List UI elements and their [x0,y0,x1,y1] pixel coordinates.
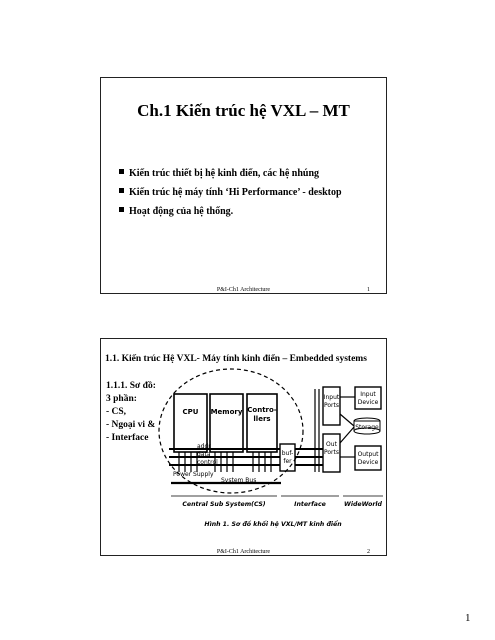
body-line: - Ngoại vi & [106,420,156,430]
slide-2 [100,338,387,556]
input-ports-label-1: Input [323,394,340,401]
bullet-icon [119,188,124,193]
slide-1-title: Ch.1 Kiến trúc hệ VXL – MT [137,101,350,120]
body-line: 1.1.1. Sơ đồ: [106,381,156,391]
bullet-item: Kiến trúc hệ máy tính ‘Hi Performance’ - desktop [119,183,342,202]
slide-2-body [106,380,156,445]
input-ports-label-2: Ports [323,402,340,409]
bullet-item: Kiến trúc thiết bị hệ kinh điển, các hệ nhúng [119,164,342,183]
cpu-label: CPU [182,408,199,416]
input-device-label-1: Input [360,391,376,398]
controllers-label-2: llers [253,415,271,423]
body-line: - CS, [106,407,127,417]
output-device-label-1: Output [357,451,379,458]
diagram-caption: Hình 1. Sơ đồ khối hệ VXL/MT kinh điển [204,521,342,528]
data-label: data [197,451,211,458]
output-device-block [355,446,381,470]
storage-label: Storage [355,424,379,431]
body-line: 3 phần: [106,394,137,404]
out-ports-label-2: Ports [323,449,340,456]
slide-number: 1 [367,287,370,293]
slide-number: 2 [367,549,370,555]
footer-text: P&I-Ch1 Architecture [216,287,271,293]
wideworld-section-label: WideWorld [344,501,382,508]
slide-1 [100,77,387,294]
memory-label: Memory [210,408,243,416]
cs-section-label: Central Sub System(CS) [182,501,266,508]
input-device-label-2: Device [357,399,379,406]
control-label: control [197,459,218,466]
controllers-block [247,394,277,452]
out-ports-label-1: Out [326,441,337,448]
addr-label: addr [197,443,211,450]
footer-text: P&I-Ch1 Architecture [216,549,271,555]
architecture-diagram [101,339,388,557]
page-number: 1 [465,612,471,624]
interface-section-label: Interface [294,501,326,508]
slide-1-bullet-list [119,164,342,221]
system-bus-label: System Bus [221,477,257,484]
bullet-icon [119,169,124,174]
body-line: - Interface [106,433,149,443]
bullet-icon [119,207,124,212]
bullet-item: Hoạt động của hệ thống. [119,202,342,221]
buffer-label-2: fer [283,458,292,465]
controllers-label-1: Contro- [247,406,277,414]
memory-block [210,394,243,452]
output-device-label-2: Device [357,459,379,466]
power-supply-label: Power Supply [173,471,214,478]
slide-2-title: 1.1. Kiến trúc Hệ VXL- Máy tính kinh điển – Embedded systems [105,354,367,364]
buffer-label-1: buf- [281,450,294,457]
